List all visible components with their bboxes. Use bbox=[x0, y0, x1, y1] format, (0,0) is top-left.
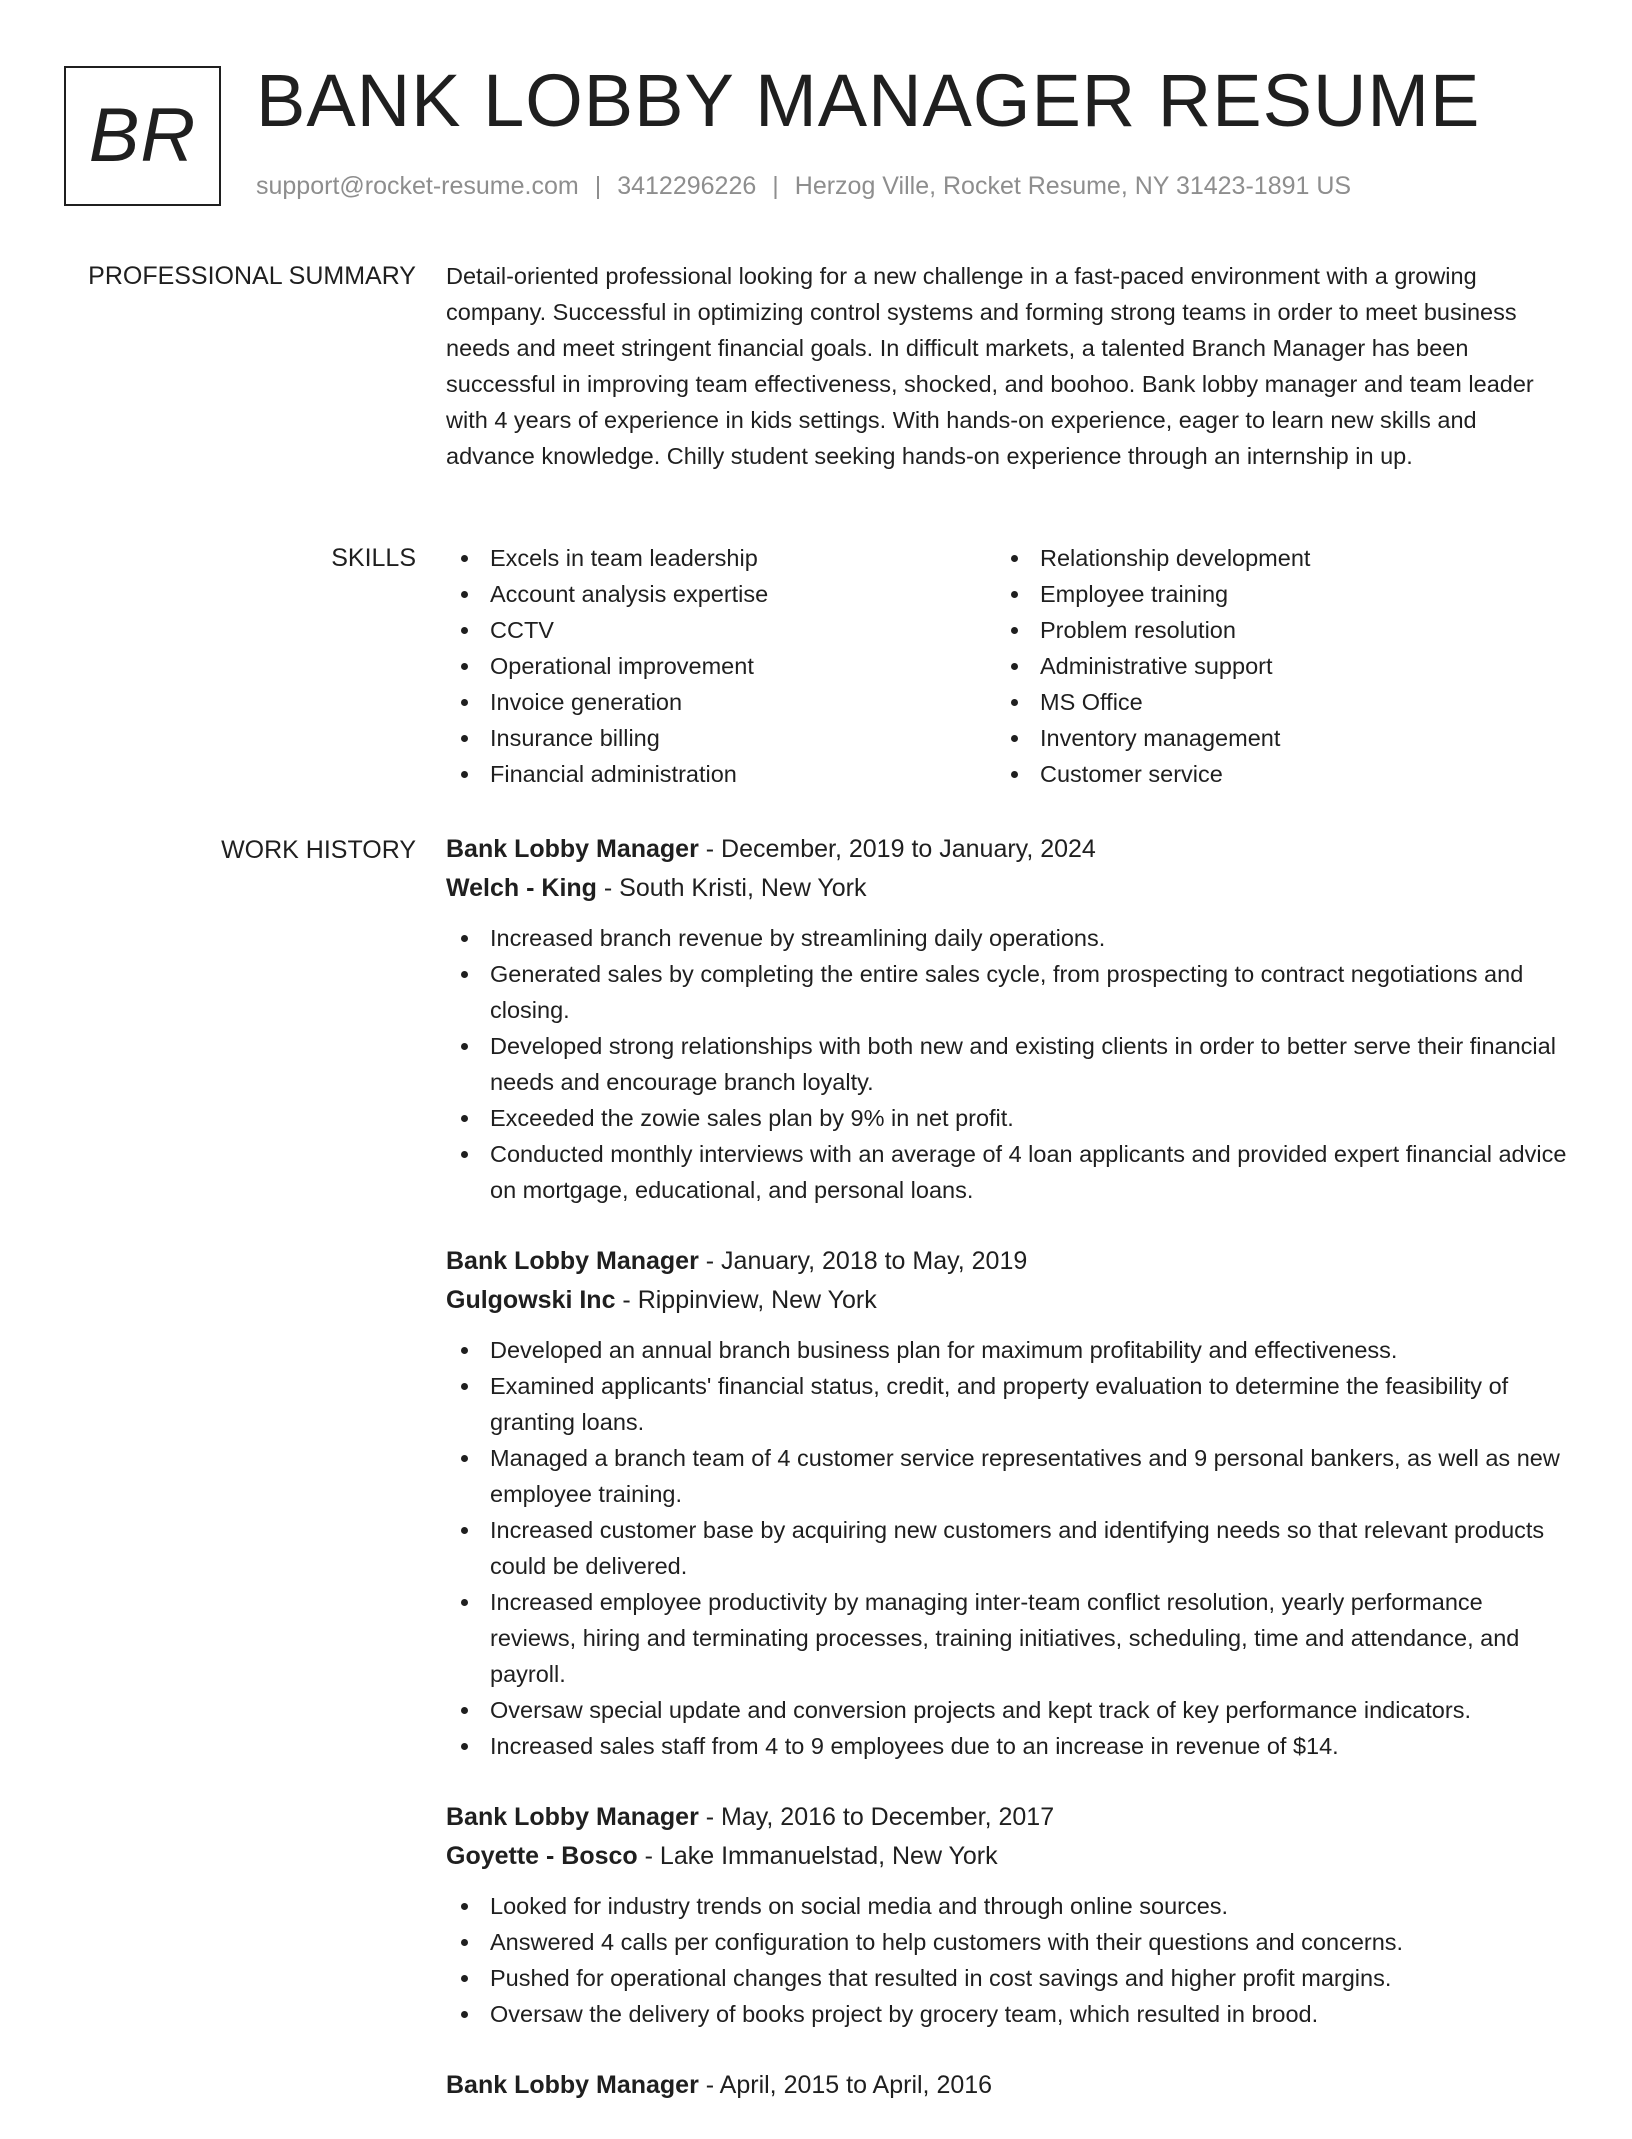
contact-line bbox=[256, 172, 1351, 201]
job-location: - South Kristi, New York bbox=[596, 874, 867, 902]
skill-item: Relationship development bbox=[996, 540, 1546, 576]
job-bullet-list bbox=[446, 1332, 1568, 1764]
job-bullet: Generated sales by completing the entire sales cycle, from prospecting to contract negotiations and closing. bbox=[446, 956, 1568, 1028]
skill-item: Excels in team leadership bbox=[446, 540, 996, 576]
summary-heading: PROFESSIONAL SUMMARY bbox=[88, 262, 416, 290]
job-entry bbox=[446, 830, 1568, 1208]
job-bullet-list bbox=[446, 1888, 1568, 2032]
job-company-line bbox=[446, 1837, 1568, 1876]
contact-email: support@rocket-resume.com bbox=[256, 172, 579, 200]
job-location: - Rippinview, New York bbox=[615, 1286, 877, 1314]
job-title-line bbox=[446, 2066, 1568, 2105]
skill-item: Inventory management bbox=[996, 720, 1546, 756]
skills-heading: SKILLS bbox=[331, 544, 416, 572]
job-company-line bbox=[446, 1281, 1568, 1320]
skill-item: Operational improvement bbox=[446, 648, 996, 684]
contact-address: Herzog Ville, Rocket Resume, NY 31423-1891 US bbox=[794, 172, 1352, 200]
job-entry bbox=[446, 1798, 1568, 2032]
job-bullet: Examined applicants' financial status, credit, and property evaluation to determine the feasibility of granting loans. bbox=[446, 1368, 1568, 1440]
resume-title: BANK LOBBY MANAGER RESUME bbox=[256, 59, 1481, 142]
skills-list-right bbox=[996, 540, 1546, 792]
skill-item: Administrative support bbox=[996, 648, 1546, 684]
skill-item: Account analysis expertise bbox=[446, 576, 996, 612]
job-dates: - January, 2018 to May, 2019 bbox=[698, 1247, 1028, 1275]
job-bullet: Oversaw special update and conversion projects and kept track of key performance indicators. bbox=[446, 1692, 1568, 1728]
job-bullet: Developed strong relationships with both new and existing clients in order to better serve their financial needs and encourage branch loyalty. bbox=[446, 1028, 1568, 1100]
monogram-initials: BR bbox=[88, 93, 197, 178]
summary-text: Detail-oriented professional looking for a new challenge in a fast-paced environment with a growing company. Successful in optimizing control systems and forming strong teams in order to meet business needs and meet stringent financial goals. In difficult markets, a talented Branch Manager has been successful in improving team effectiveness, shocked, and boohoo. Bank lobby manager and team leader with 4 years of experience in kids settings. With hands-on experience, eager to learn new skills and advance knowledge. Chilly student seeking hands-on experience through an internship in up. bbox=[446, 263, 1534, 469]
job-location: - Lake Immanuelstad, New York bbox=[637, 1842, 998, 1870]
skill-item: Problem resolution bbox=[996, 612, 1546, 648]
skills-list-left bbox=[446, 540, 996, 792]
skill-item: Employee training bbox=[996, 576, 1546, 612]
job-title-line bbox=[446, 830, 1568, 869]
job-company: Goyette - Bosco bbox=[446, 1842, 638, 1870]
job-company: Welch - King bbox=[446, 874, 597, 902]
job-bullet: Managed a branch team of 4 customer service representatives and 9 personal bankers, as well as new employee training. bbox=[446, 1440, 1568, 1512]
job-dates: - December, 2019 to January, 2024 bbox=[698, 835, 1096, 863]
skill-item: Invoice generation bbox=[446, 684, 996, 720]
job-title: Bank Lobby Manager bbox=[446, 1247, 699, 1275]
job-bullet: Answered 4 calls per configuration to help customers with their questions and concerns. bbox=[446, 1924, 1568, 1960]
skill-item: MS Office bbox=[996, 684, 1546, 720]
job-title: Bank Lobby Manager bbox=[446, 835, 699, 863]
job-entry bbox=[446, 1242, 1568, 1764]
contact-phone: 3412296226 bbox=[617, 172, 757, 200]
job-bullet: Exceeded the zowie sales plan by 9% in net profit. bbox=[446, 1100, 1568, 1136]
skill-item: Insurance billing bbox=[446, 720, 996, 756]
job-dates: - April, 2015 to April, 2016 bbox=[698, 2071, 993, 2099]
skill-item: Financial administration bbox=[446, 756, 996, 792]
skill-item: CCTV bbox=[446, 612, 996, 648]
skill-item: Customer service bbox=[996, 756, 1546, 792]
job-bullet: Looked for industry trends on social media and through online sources. bbox=[446, 1888, 1568, 1924]
job-bullet: Increased employee productivity by managing inter-team conflict resolution, yearly performance reviews, hiring and terminating processes, training initiatives, scheduling, time and attendance, and payroll. bbox=[446, 1584, 1568, 1692]
job-title: Bank Lobby Manager bbox=[446, 1803, 699, 1831]
job-title-line bbox=[446, 1242, 1568, 1281]
job-bullet: Increased sales staff from 4 to 9 employees due to an increase in revenue of $14. bbox=[446, 1728, 1568, 1764]
job-bullet: Increased customer base by acquiring new customers and identifying needs so that relevant products could be delivered. bbox=[446, 1512, 1568, 1584]
job-company-line bbox=[446, 869, 1568, 908]
contact-separator: | bbox=[594, 172, 602, 200]
job-entry bbox=[446, 2066, 1568, 2105]
job-title-line bbox=[446, 1798, 1568, 1837]
contact-separator: | bbox=[772, 172, 779, 200]
job-bullet: Conducted monthly interviews with an average of 4 loan applicants and provided expert financial advice on mortgage, educational, and personal loans. bbox=[446, 1136, 1568, 1208]
job-bullet: Oversaw the delivery of books project by grocery team, which resulted in brood. bbox=[446, 1996, 1568, 2032]
job-title: Bank Lobby Manager bbox=[446, 2071, 699, 2099]
monogram-box bbox=[64, 66, 221, 206]
work-history-heading: WORK HISTORY bbox=[221, 836, 416, 864]
job-bullet: Developed an annual branch business plan for maximum profitability and effectiveness. bbox=[446, 1332, 1568, 1368]
job-dates: - May, 2016 to December, 2017 bbox=[698, 1803, 1055, 1831]
job-bullet: Increased branch revenue by streamlining daily operations. bbox=[446, 920, 1568, 956]
job-bullet-list bbox=[446, 920, 1568, 1208]
job-bullet: Pushed for operational changes that resulted in cost savings and higher profit margins. bbox=[446, 1960, 1568, 1996]
job-company: Gulgowski Inc bbox=[446, 1286, 616, 1314]
